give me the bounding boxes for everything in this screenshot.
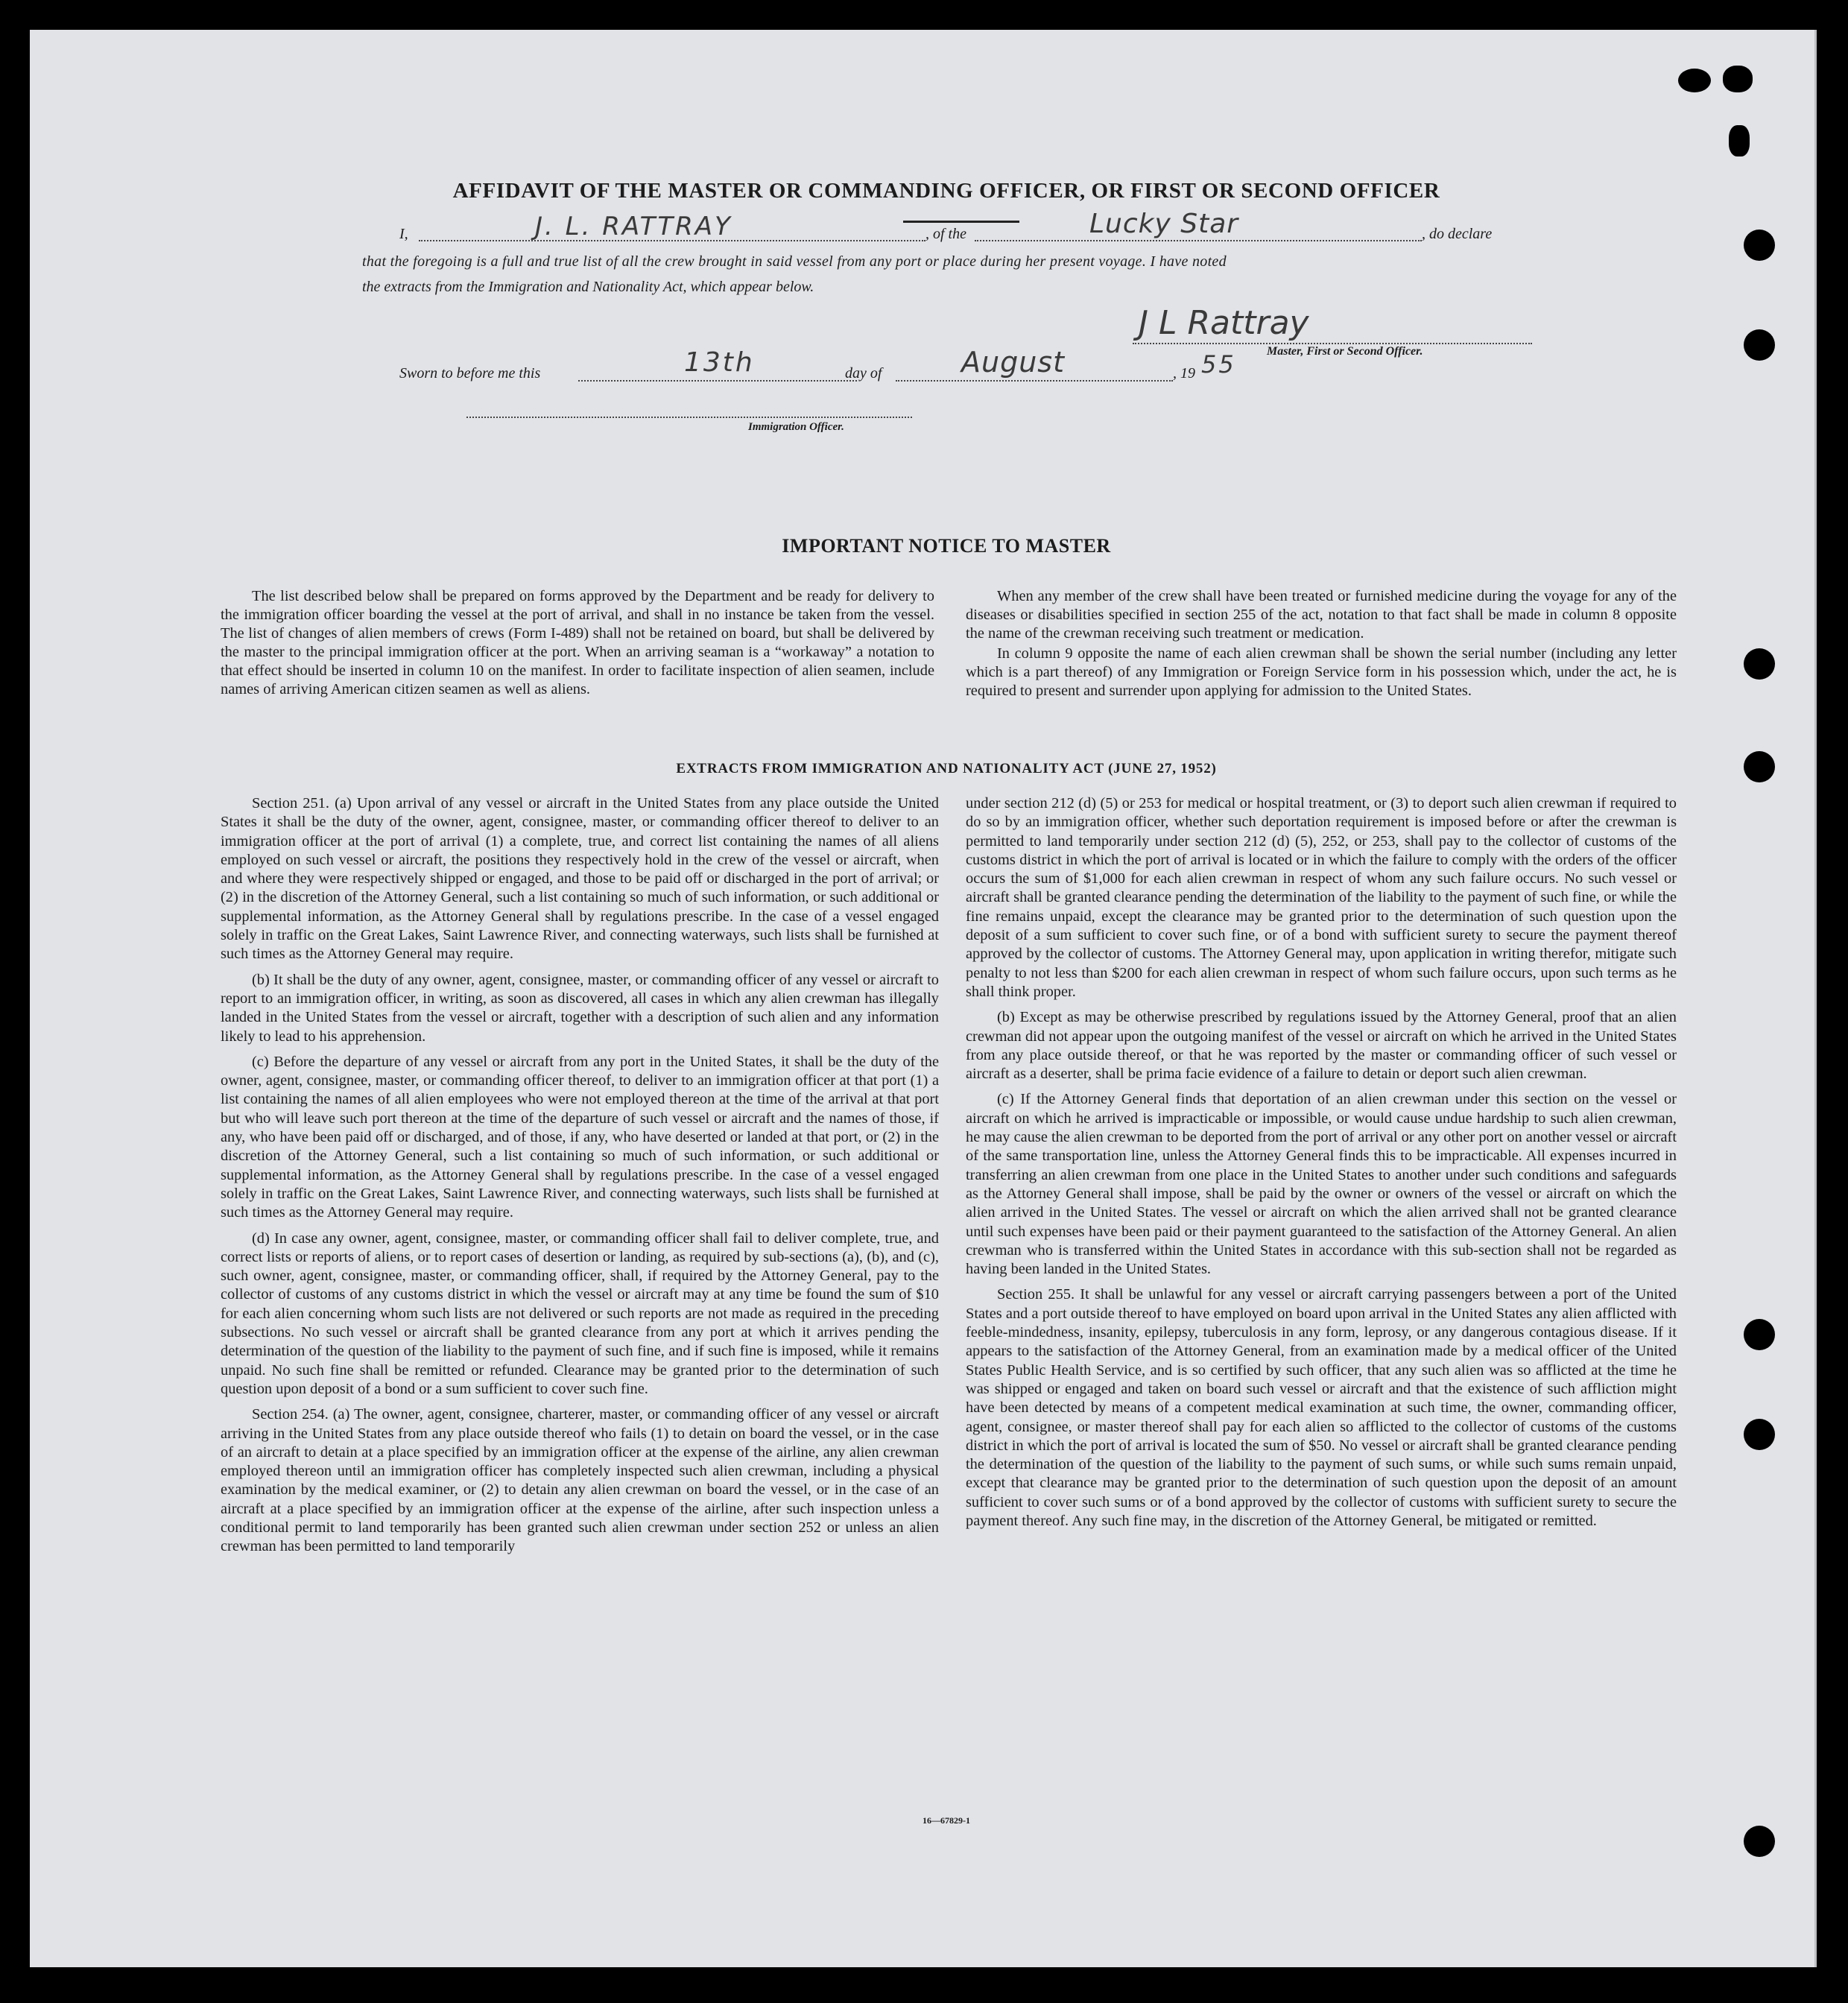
- notice-left-paragraph: The list described below shall be prepared on forms approved by the Department and be ready for delivery to the immigration officer boarding the vessel at the port of arrival, and shall in no instance be taken from the vessel. The list of changes of alien members of crews (Form I-489) shall not be retained on board, but shall be delivered by the master to the principal immigration officer at the port. When an arriving seaman is a “workaway” a notation to that effect should be inserted in column 10 on the manifest. In order to facilitate inspection of alien seamen, include names of arriving American citizen seamen as well as aliens.: [221, 588, 934, 697]
- affidavit-title: AFFIDAVIT OF THE MASTER OR COMMANDING OFFICER, OR FIRST OR SECOND OFFICER: [452, 179, 1440, 203]
- signature-line: [1133, 343, 1532, 344]
- day-handwritten: 13th: [684, 347, 755, 378]
- section-251c: (c) Before the departure of any vessel or aircraft from any port in the United States, it shall be the duty of the owner, agent, consignee, master, or commanding officer thereof, to deliver to an immigration officer at that port (1) a list containing the names of all alien employees who were not employed thereon at the time of the arrival at that port but who will leave such port thereon at the time of the departure of such vessel or aircraft and the names of those, if any, who have been paid off or discharged, and of those, if any, who have deserted or landed at that port, or (2) in the discretion of the Attorney General, such a list containing so much of such information, or such additional or supplemental information, as the Attorney General shall by regulations prescribe. In the case of a vessel engaged solely in traffic on the Great Lakes, Saint Lawrence River, and connecting waterways, such lists shall be furnished at such times as the Attorney General may require.: [221, 1053, 939, 1221]
- ink-blot: [1678, 69, 1711, 92]
- officer-signature-line: [466, 417, 912, 418]
- punch-hole: [1744, 1826, 1775, 1857]
- affidavit-line-2: that the foregoing is a full and true list of all the crew brought in said vessel from any port or place during her present voyage. I have noted: [362, 253, 1227, 270]
- year-handwritten: 55: [1201, 350, 1236, 379]
- section-251d: (d) In case any owner, agent, consignee, master, or commanding officer shall fail to deliver complete, true, and correct lists or reports of aliens, or to report cases of desertion or landing, as required by sub-sections (a), (b), and (c), such owner, agent, consignee, master, or commanding officer, shall, if required by the Attorney General, pay to the collector of customs of any customs district in which the vessel or aircraft may at any time be found the sum of $10 for each alien concerning whom such lists are not delivered or such reports are not made as required in the preceding subsections. No such vessel or aircraft shall be granted clearance from any port at which it arrives pending the determination of the question of the liability to the payment of such fine, and if such fine is imposed, while it remains unpaid. No such fine shall be remitted or refunded. Clearance may be granted prior to the determination of such question upon deposit of a bond or a sum sufficient to cover such fine.: [221, 1230, 939, 1397]
- document-page: [30, 30, 1817, 1967]
- name-handwritten: J. L. RATTRAY: [535, 212, 732, 241]
- punch-hole: [1744, 230, 1775, 261]
- i-label: I,: [399, 226, 408, 242]
- title-divider: [903, 221, 1019, 223]
- notice-right-paragraph-2: In column 9 opposite the name of each alien crewman shall be shown the serial number (including any letter which is a part thereof) of any Immigration or Foreign Service form in his possession which, under the act, he is required to present and surrender upon applying for admission to the United States.: [966, 645, 1677, 699]
- punch-hole: [1744, 1319, 1775, 1350]
- month-field-line: [896, 380, 1173, 382]
- ink-blot: [1729, 125, 1750, 156]
- of-the-label: , of the: [925, 226, 966, 242]
- master-signature: J L Rattray: [1139, 304, 1309, 342]
- vessel-handwritten: Lucky Star: [1089, 209, 1239, 239]
- section-254a-continued: under section 212 (d) (5) or 253 for medical or hospital treatment, or (3) to deport such alien crewman if required to do so by an immigration officer, whether such deportation requirement is imposed before or after the crewman is permitted to land temporarily under section 212 (d) (5), 252, or 253, shall pay to the collector of customs of the customs district in which the port of arrival is located or in which the failure to comply with the orders of the officer occurs the sum of $1,000 for each alien crewman in respect of whom any such failure occurs. No such vessel or aircraft shall be granted clearance pending the determination of the liability to the payment of such fine, or while the fine remains unpaid, except the clearance may be granted prior to the determination of such question upon the deposit of a sum sufficient to cover such fine, or of a bond with sufficient surety to secure the payment thereof approved by the collector of customs. The Attorney General may, upon application in writing therefor, mitigate such penalty to not less than $200 for each alien crewman in respect of whom such failure occurs, upon such terms as he shall think proper.: [966, 795, 1677, 1000]
- punch-hole: [1744, 648, 1775, 680]
- sworn-label: Sworn to before me this: [399, 365, 541, 382]
- form-code: 16—67829-1: [923, 1815, 970, 1826]
- extracts-right-column: [966, 794, 1677, 1537]
- section-255: Section 255. It shall be unlawful for any vessel or aircraft carrying passengers between a port of the United States and a port outside thereof to have employed on board upon arrival in the United States any alien afflicted with feeble-mindedness, insanity, epilepsy, tuberculosis in any form, leprosy, or any dangerous contagious disease. If it appears to the satisfaction of the Attorney General, from an examination made by a medical officer of the United States Public Health Service, and is so certified by such officer, that any such alien was so afflicted at the time he was shipped or engaged and taken on board such vessel or aircraft and that the existence of such affliction might have been detected by means of a competent medical examination at such time, the owner, commanding officer, agent, consignee, or master thereof shall pay for each alien so afflicted to the collector of customs of the customs district in which the port of arrival is located the sum of $50. No vessel or aircraft shall be granted clearance pending the determination of the question of the liability to the payment of such sums, or while such sums remain unpaid, except that clearance may be granted prior to the determination of such question upon the deposit of an amount sufficient to cover such sums or of a bond approved by the collector of customs with sufficient surety to secure the payment thereof. Any such fine may, in the discretion of the Attorney General, be mitigated or remitted.: [966, 1286, 1677, 1529]
- signature-caption: Master, First or Second Officer.: [1267, 345, 1423, 358]
- punch-hole: [1744, 1419, 1775, 1450]
- section-254c: (c) If the Attorney General finds that deportation of an alien crewman under this section on the vessel or aircraft on which he arrived is impracticable or impossible, or would cause undue hardship to such alien crewman, he may cause the alien crewman to be deported from the port of arrival or any other port on another vessel or aircraft of the same transportation line, unless the Attorney General finds this to be impracticable. All expenses incurred in transferring an alien crewman from one place in the United States to another under such conditions and safeguards as the Attorney General shall impose, shall be paid by the owner or owners of the vessel or aircraft on which the alien arrived in the United States. The vessel or aircraft on which the alien arrived shall not be granted clearance until such expenses have been paid or their payment guaranteed to the satisfaction of the Attorney General. An alien crewman who is transferred within the United States in accordance with this sub-section shall not be regarded as having been landed in the United States.: [966, 1091, 1677, 1278]
- vessel-field-line: [975, 240, 1422, 241]
- notice-right-paragraph-1: When any member of the crew shall have been treated or furnished medicine during the voyage for any of the diseases or disabilities specified in section 255 of the act, notation to that fact shall be made in column 8 opposite the name of the crewman receiving such treatment or medication.: [966, 588, 1677, 642]
- extracts-left-column: [221, 794, 939, 1563]
- notice-title: IMPORTANT NOTICE TO MASTER: [782, 535, 1111, 557]
- section-251a: Section 251. (a) Upon arrival of any vessel or aircraft in the United States from any place outside the United States it shall be the duty of the owner, agent, consignee, master, or commanding officer thereof to deliver to an immigration officer at the port of arrival (1) a complete, true, and correct list containing the names of all aliens employed on such vessel or aircraft, the positions they respectively hold in the crew of the vessel or aircraft, when and where they were respectively shipped or engaged, and those to be paid off or discharged in the port of arrival; or (2) in the discretion of the Attorney General, such a list containing so much of such information, or such additional or supplemental information, as the Attorney General shall by regulations prescribe. In the case of a vessel engaged solely in traffic on the Great Lakes, Saint Lawrence River, and connecting waterways, such lists shall be furnished at such times as the Attorney General may require.: [221, 795, 939, 963]
- day-field-line: [578, 380, 857, 382]
- section-254b: (b) Except as may be otherwise prescribed by regulations issued by the Attorney General, proof that an alien crewman did not appear upon the outgoing manifest of the vessel or aircraft on which he arrived in the United States from any place outside thereof, or that he was reported by the master or commanding officer of such vessel or aircraft as a deserter, shall be prima facie evidence of a failure to detain or deport such alien crewman.: [966, 1009, 1677, 1083]
- day-of-label: day of: [845, 365, 882, 382]
- section-251b: (b) It shall be the duty of any owner, agent, consignee, master, or commanding officer of any vessel or aircraft to report to an immigration officer, in writing, as soon as discovered, all cases in which any alien crewman has illegally landed in the United States from the vessel or aircraft, together with a description of such alien and any information likely to lead to his apprehension.: [221, 971, 939, 1045]
- extracts-title: EXTRACTS FROM IMMIGRATION AND NATIONALITY ACT (JUNE 27, 1952): [676, 761, 1217, 776]
- notice-left-column: [221, 587, 934, 706]
- notice-right-column: [966, 587, 1677, 707]
- punch-hole: [1744, 329, 1775, 361]
- ink-blot: [1723, 66, 1753, 92]
- section-254a: Section 254. (a) The owner, agent, consignee, charterer, master, or commanding officer of any vessel or aircraft arriving in the United States from any place outside thereof who fails (1) to detain on board the vessel, or in the case of an aircraft to detain at a place specified by an immigration officer at the expense of the airline, any alien crewman employed thereon until an immigration officer has completely inspected such alien crewman, including a physical examination by the medical examiner, or (2) to detain any alien crewman on board the vessel, or in the case of an aircraft at a place specified by an immigration officer at the expense of the airline, after such inspection unless a conditional permit to land temporarily has been granted such alien crewman under section 252 or unless an alien crewman has been permitted to land temporarily: [221, 1406, 939, 1555]
- punch-hole: [1744, 751, 1775, 782]
- officer-caption: Immigration Officer.: [748, 421, 844, 433]
- month-handwritten: August: [961, 346, 1065, 379]
- affidavit-line-3: the extracts from the Immigration and Nationality Act, which appear below.: [362, 279, 814, 295]
- do-declare-label: , do declare: [1422, 226, 1493, 242]
- year-prefix: , 19: [1173, 365, 1195, 382]
